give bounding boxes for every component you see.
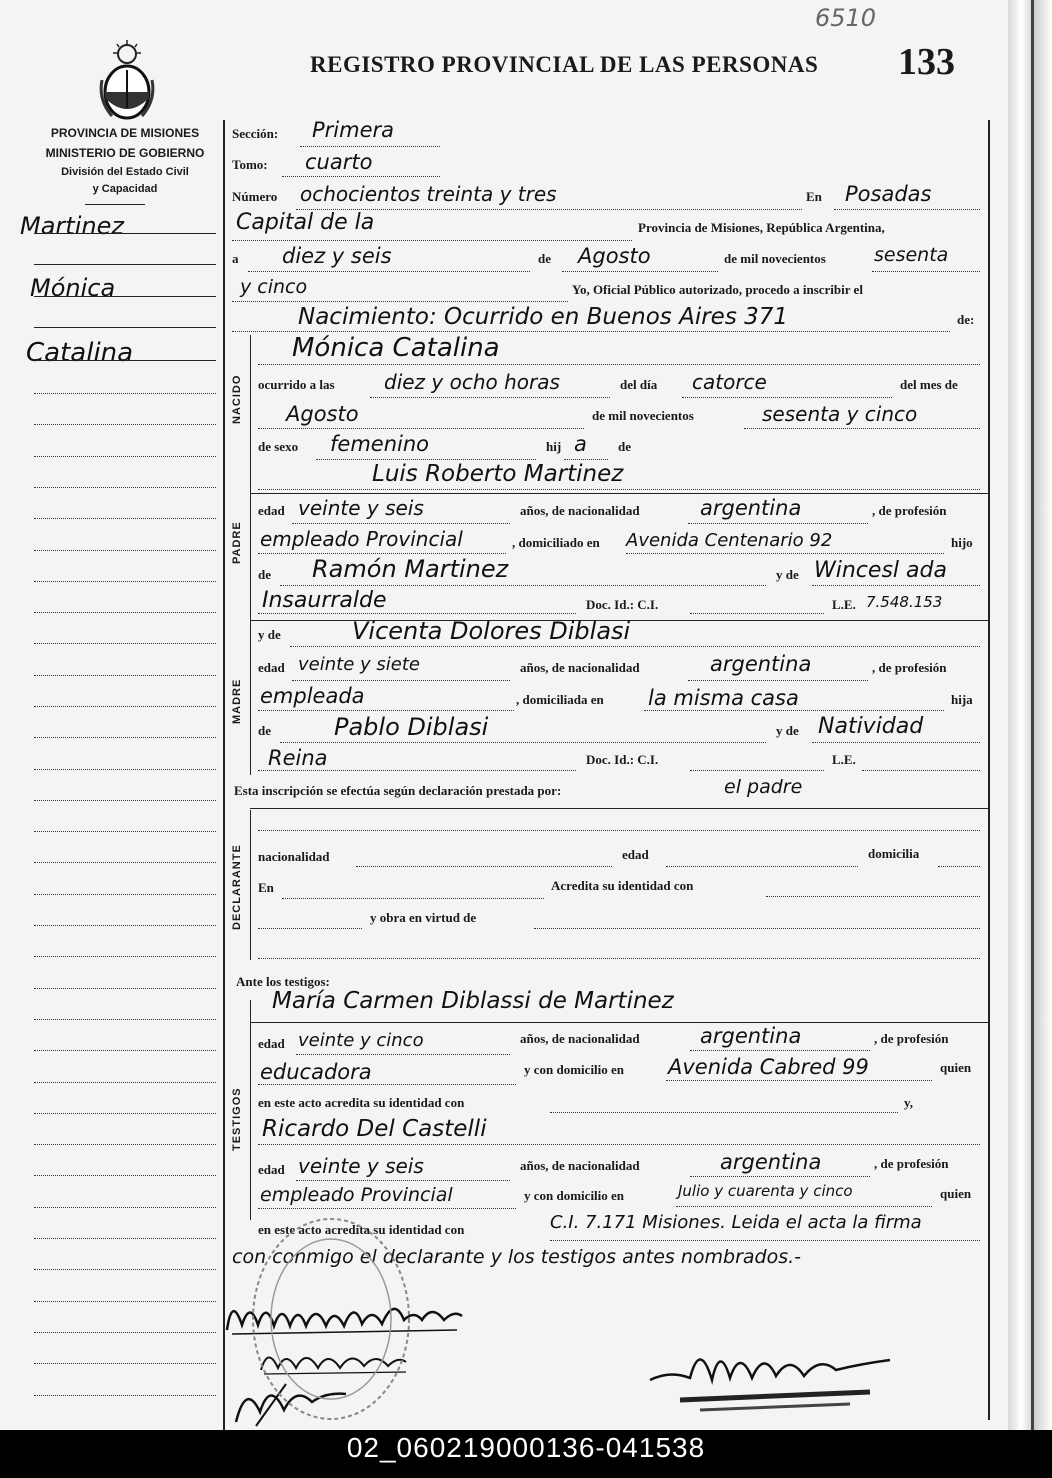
t2-acredita-label: en este acto acredita su identidad con bbox=[258, 1222, 465, 1237]
madre-edad-label: edad bbox=[258, 660, 285, 675]
padre-de-label: de bbox=[258, 567, 271, 582]
t1-edad-value: veinte y cinco bbox=[298, 1030, 424, 1051]
padre-le-label: L.E. bbox=[832, 597, 856, 612]
sidebar-dotted-line bbox=[34, 1207, 216, 1208]
hora-line bbox=[370, 397, 610, 398]
seccion-line bbox=[300, 146, 440, 147]
en-value: Posadas bbox=[845, 182, 932, 206]
decl-edad-label: edad bbox=[622, 847, 649, 862]
section-label-declarante: DECLARANTE bbox=[231, 844, 243, 930]
inscripcion-label: Esta inscripción se efectúa según declaración prestada por: bbox=[234, 783, 562, 798]
sexo-line bbox=[316, 459, 536, 460]
sidebar-dotted-line bbox=[34, 612, 216, 613]
sidebar-dotted-line bbox=[34, 393, 216, 394]
sidebar-rule bbox=[34, 264, 216, 265]
binding-edge bbox=[1008, 0, 1052, 1430]
t1-nac-value: argentina bbox=[700, 1024, 802, 1048]
tomo-line bbox=[282, 176, 440, 177]
numero-value: ochocientos treinta y tres bbox=[300, 182, 557, 206]
section-label-nacido: NACIDO bbox=[231, 374, 243, 424]
anio-value-1: sesenta bbox=[874, 244, 949, 266]
de-colon-label: de: bbox=[957, 312, 975, 327]
sidebar-dotted-line bbox=[34, 1144, 216, 1145]
padre-anos-label: años, de nacionalidad bbox=[520, 503, 640, 518]
del-dia-label: del día bbox=[620, 377, 658, 392]
anio-line bbox=[872, 271, 980, 272]
t1-edad-line bbox=[296, 1054, 510, 1055]
padre-le-value: 7.548.153 bbox=[866, 593, 943, 611]
sidebar-dotted-line bbox=[34, 643, 216, 644]
t1-acredita-label: en este acto acredita su identidad con bbox=[258, 1095, 465, 1110]
sidebar-dotted-line bbox=[34, 424, 216, 425]
sidebar-dotted-line bbox=[34, 487, 216, 488]
t2-prof-label: , de profesión bbox=[874, 1156, 949, 1171]
sidebar-rule bbox=[34, 296, 216, 297]
tipo-line bbox=[232, 331, 950, 332]
padre-madre-line bbox=[812, 585, 980, 586]
t2-prof-line bbox=[258, 1208, 516, 1209]
anio-line-2 bbox=[232, 301, 568, 302]
decl-edad-line bbox=[666, 866, 858, 867]
madre-le-line bbox=[862, 770, 980, 771]
nombre-value: Mónica Catalina bbox=[292, 333, 500, 363]
capacity-label: y Capacidad bbox=[92, 183, 158, 195]
madre-doc-label: Doc. Id.: C.I. bbox=[586, 752, 659, 767]
official-stamp bbox=[246, 1214, 416, 1424]
declarante-nombre-line bbox=[258, 830, 980, 831]
padre-madre2-line bbox=[258, 613, 576, 614]
t2-identidad-value: C.I. 7.171 Misiones. Leida el acta la firma bbox=[550, 1212, 922, 1233]
sidebar-dotted-line bbox=[34, 925, 216, 926]
testigo1-nombre-rule bbox=[250, 1022, 988, 1023]
section-inner-line bbox=[250, 335, 251, 775]
dia-line bbox=[682, 397, 892, 398]
t2-anos-label: años, de nacionalidad bbox=[520, 1158, 640, 1173]
padre-nac-line bbox=[688, 523, 868, 524]
cierre-value: con conmigo el declarante y los testigos antes nombrados.- bbox=[232, 1246, 802, 1268]
t1-dom-line bbox=[666, 1080, 932, 1081]
mes-line bbox=[562, 271, 718, 272]
binding-line bbox=[1031, 0, 1034, 1430]
madre-padre-value: Pablo Diblasi bbox=[334, 713, 489, 741]
de-mil-nac-label: de mil novecientos bbox=[592, 408, 694, 423]
madre-prof-line bbox=[258, 710, 514, 711]
t1-quien-label: quien bbox=[940, 1060, 972, 1075]
sidebar-dotted-line bbox=[34, 988, 216, 989]
padre-madre2-value: Insaurralde bbox=[262, 588, 387, 613]
madre-yde-label: y de bbox=[258, 627, 281, 642]
en-label: En bbox=[806, 189, 822, 204]
t2-dom-value: Julio y cuarenta y cinco bbox=[678, 1182, 853, 1200]
padre-prof-label: , de profesión bbox=[872, 503, 947, 518]
tipo-value: Nacimiento: Ocurrido en Buenos Aires 371 bbox=[298, 304, 789, 330]
madre-madre2-value: Reina bbox=[268, 746, 328, 770]
en-line bbox=[834, 209, 980, 210]
decl-obra-line-a bbox=[258, 928, 362, 929]
padre-doc-label: Doc. Id.: C.I. bbox=[586, 597, 659, 612]
tomo-label: Tomo: bbox=[232, 157, 268, 172]
madre-edad-line bbox=[292, 680, 510, 681]
mes-value: Agosto bbox=[578, 244, 651, 268]
hij-suffix: a bbox=[574, 432, 587, 456]
madre-nac-value: argentina bbox=[710, 652, 812, 676]
decl-dom-label: domicilia bbox=[868, 846, 920, 861]
padre-dom-line bbox=[626, 553, 944, 554]
padre-yde-label: y de bbox=[776, 567, 799, 582]
t2-con-dom-label: y con domicilio en bbox=[524, 1188, 625, 1203]
dia-value: diez y seis bbox=[282, 244, 392, 268]
sidebar-dotted-line bbox=[34, 1082, 216, 1083]
padre-padre-line bbox=[280, 585, 766, 586]
page-title: REGISTRO PROVINCIAL DE LAS PERSONAS bbox=[310, 52, 819, 77]
madre-nombre-value: Vicenta Dolores Diblasi bbox=[352, 617, 631, 645]
ocurrido-label: ocurrido a las bbox=[258, 377, 335, 392]
decl-obra-line bbox=[534, 928, 980, 929]
sidebar-dotted-line bbox=[34, 1395, 216, 1396]
mes-nac-line bbox=[258, 428, 584, 429]
sidebar-dotted-line bbox=[34, 956, 216, 957]
sexo-value: femenino bbox=[330, 432, 429, 456]
anio-value-2: y cinco bbox=[240, 276, 308, 298]
decl-en-line bbox=[282, 898, 544, 899]
sidebar-dotted-line bbox=[34, 894, 216, 895]
capital-value: Capital de la bbox=[236, 210, 375, 235]
declarante-por-value: el padre bbox=[724, 776, 803, 798]
de-mil-label: de mil novecientos bbox=[724, 251, 826, 266]
division-label: División del Estado Civil bbox=[61, 166, 189, 178]
sidebar-dotted-line bbox=[34, 675, 216, 676]
t2-quien-label: quien bbox=[940, 1186, 972, 1201]
section-label-testigos: TESTIGOS bbox=[231, 1087, 243, 1151]
a-label: a bbox=[232, 251, 239, 266]
corner-note: 6510 bbox=[815, 4, 877, 32]
decl-nac-label: nacionalidad bbox=[258, 849, 330, 864]
decl-dom-line bbox=[938, 866, 980, 867]
t1-y-label: y, bbox=[904, 1095, 914, 1110]
t1-acredita-line bbox=[550, 1112, 898, 1113]
sidebar-dotted-line bbox=[34, 1301, 216, 1302]
province-label: PROVINCIA DE MISIONES bbox=[50, 126, 200, 140]
madre-le-label: L.E. bbox=[832, 752, 856, 767]
decl-nac-line bbox=[356, 866, 612, 867]
section-inner-line-3 bbox=[250, 1000, 251, 1220]
padre-padre-value: Ramón Martinez bbox=[312, 555, 509, 583]
nacido-bottom-rule bbox=[250, 493, 988, 494]
hora-value: diez y ocho horas bbox=[384, 370, 560, 394]
sidebar-rule bbox=[34, 327, 216, 328]
t2-prof-value: empleado Provincial bbox=[260, 1184, 453, 1206]
madre-hija-label: hija bbox=[951, 692, 973, 707]
sidebar-dotted-line bbox=[34, 737, 216, 738]
sidebar-first-name: Mónica bbox=[30, 274, 116, 302]
padre-dom-label: , domiciliado en bbox=[512, 535, 600, 550]
padre-prof-line bbox=[258, 553, 506, 554]
decl-acredita-line bbox=[766, 896, 980, 897]
hij-line bbox=[564, 459, 608, 460]
padre-madre-value: Wincesl ada bbox=[814, 558, 947, 583]
madre-doc-line bbox=[690, 770, 824, 771]
del-mes-label: del mes de bbox=[900, 377, 958, 392]
t2-edad-label: edad bbox=[258, 1162, 285, 1177]
padre-doc-line bbox=[690, 613, 824, 614]
sidebar-dotted-line bbox=[34, 1113, 216, 1114]
sidebar-dotted-line bbox=[34, 456, 216, 457]
padre-edad-label: edad bbox=[258, 503, 285, 518]
padre-nombre-value: Luis Roberto Martinez bbox=[372, 461, 624, 487]
sidebar-rule bbox=[34, 360, 216, 361]
a-line bbox=[248, 271, 530, 272]
sidebar-dotted-line bbox=[34, 1332, 216, 1333]
sidebar-dotted-line bbox=[34, 550, 216, 551]
t2-nombre-line bbox=[258, 1144, 980, 1145]
madre-madre-line bbox=[812, 742, 980, 743]
section-inner-line-2 bbox=[250, 810, 251, 960]
capital-line bbox=[232, 240, 632, 241]
mes-nac-value: Agosto bbox=[286, 402, 359, 426]
t2-nac-line bbox=[690, 1176, 870, 1177]
footer-code: 02_060219000136-041538 bbox=[346, 1432, 706, 1463]
sidebar-dotted-line bbox=[34, 581, 216, 582]
madre-nac-line bbox=[688, 680, 868, 681]
t1-prof-value: educadora bbox=[260, 1060, 372, 1084]
oficial-label: Yo, Oficial Público autorizado, procedo a inscribir el bbox=[572, 282, 863, 297]
provincia-label: Provincia de Misiones, República Argentina, bbox=[638, 220, 885, 235]
page-number: 133 bbox=[898, 41, 955, 83]
section-label-padre: PADRE bbox=[231, 521, 243, 564]
madre-yde2-label: y de bbox=[776, 723, 799, 738]
madre-anos-label: años, de nacionalidad bbox=[520, 660, 640, 675]
madre-dom-label: , domiciliada en bbox=[516, 692, 604, 707]
padre-nombre-line bbox=[258, 489, 980, 490]
sidebar-rule bbox=[34, 233, 216, 234]
testigo2-nombre-value: Ricardo Del Castelli bbox=[262, 1116, 487, 1142]
madre-madre-value: Natividad bbox=[818, 714, 924, 739]
seccion-value: Primera bbox=[312, 118, 395, 142]
madre-padre-line bbox=[280, 742, 766, 743]
main-right-border bbox=[988, 120, 990, 1420]
madre-edad-value: veinte y siete bbox=[298, 654, 420, 675]
madre-de-label: de bbox=[258, 723, 271, 738]
sidebar-dotted-line bbox=[34, 800, 216, 801]
t1-prof-line bbox=[258, 1084, 516, 1085]
de-padre-label: de bbox=[618, 439, 631, 454]
madre-dom-value: la misma casa bbox=[648, 686, 799, 710]
sidebar-dotted-line bbox=[34, 1019, 216, 1020]
padre-edad-value: veinte y seis bbox=[298, 496, 424, 520]
sidebar-second-name: Catalina bbox=[26, 338, 134, 368]
decl-en-label: En bbox=[258, 880, 274, 895]
t1-edad-label: edad bbox=[258, 1036, 285, 1051]
t2-acredita-line bbox=[550, 1240, 980, 1241]
t2-edad-value: veinte y seis bbox=[298, 1154, 424, 1178]
anio-nac-line bbox=[744, 428, 980, 429]
padre-prof-value: empleado Provincial bbox=[260, 527, 463, 551]
decl-obra-label: y obra en virtud de bbox=[370, 910, 477, 925]
madre-nombre-line bbox=[290, 646, 980, 647]
testigo1-nombre-value: María Carmen Diblassi de Martinez bbox=[272, 988, 674, 1014]
t1-prof-label: , de profesión bbox=[874, 1031, 949, 1046]
section-label-madre: MADRE bbox=[231, 678, 243, 724]
padre-nac-value: argentina bbox=[700, 496, 802, 520]
padre-hijo-label: hijo bbox=[951, 535, 973, 550]
sidebar-surname: Martinez bbox=[20, 212, 124, 240]
tomo-value: cuarto bbox=[305, 150, 373, 174]
sidebar-dotted-line bbox=[34, 1269, 216, 1270]
madre-prof-label: , de profesión bbox=[872, 660, 947, 675]
hij-label: hij bbox=[546, 439, 562, 454]
padre-dom-value: Avenida Centenario 92 bbox=[626, 530, 833, 551]
decl-acredita-label: Acredita su identidad con bbox=[551, 878, 694, 893]
padre-edad-line bbox=[292, 523, 510, 524]
madre-madre2-line bbox=[258, 770, 576, 771]
madre-dom-line bbox=[644, 710, 944, 711]
t2-dom-line bbox=[676, 1206, 932, 1207]
sidebar-dotted-line bbox=[34, 769, 216, 770]
ministry-label: MINISTERIO DE GOBIERNO bbox=[45, 146, 205, 160]
seccion-label: Sección: bbox=[232, 126, 279, 141]
nombre-line bbox=[258, 364, 980, 365]
t1-dom-value: Avenida Cabred 99 bbox=[668, 1055, 869, 1079]
sidebar-dotted-line bbox=[34, 706, 216, 707]
sexo-label: de sexo bbox=[258, 439, 299, 454]
coat-of-arms-icon bbox=[98, 40, 156, 122]
sidebar-dotted-line bbox=[34, 1175, 216, 1176]
de-label: de bbox=[538, 251, 551, 266]
t2-nac-value: argentina bbox=[720, 1150, 822, 1174]
sidebar-head-rule bbox=[85, 204, 145, 205]
signature-oficial bbox=[640, 1330, 910, 1420]
decl-extra-line bbox=[258, 958, 980, 959]
main-left-border bbox=[223, 120, 225, 1430]
sidebar-dotted-line bbox=[34, 518, 216, 519]
ante-label: Ante los testigos: bbox=[236, 974, 330, 989]
t1-nac-line bbox=[690, 1050, 870, 1051]
numero-label: Número bbox=[232, 189, 278, 204]
t1-con-dom-label: y con domicilio en bbox=[524, 1062, 625, 1077]
inscripcion-rule bbox=[250, 808, 988, 809]
sidebar-dotted-line bbox=[34, 1238, 216, 1239]
sidebar-dotted-line bbox=[34, 1363, 216, 1364]
sidebar-dotted-line bbox=[34, 862, 216, 863]
sidebar-dotted-line bbox=[34, 831, 216, 832]
t2-edad-line bbox=[296, 1180, 510, 1181]
madre-prof-value: empleada bbox=[260, 684, 365, 708]
sidebar-dotted-line bbox=[34, 1050, 216, 1051]
anio-nac-value: sesenta y cinco bbox=[762, 402, 918, 426]
t1-anos-label: años, de nacionalidad bbox=[520, 1031, 640, 1046]
dia-nac-value: catorce bbox=[692, 370, 767, 394]
